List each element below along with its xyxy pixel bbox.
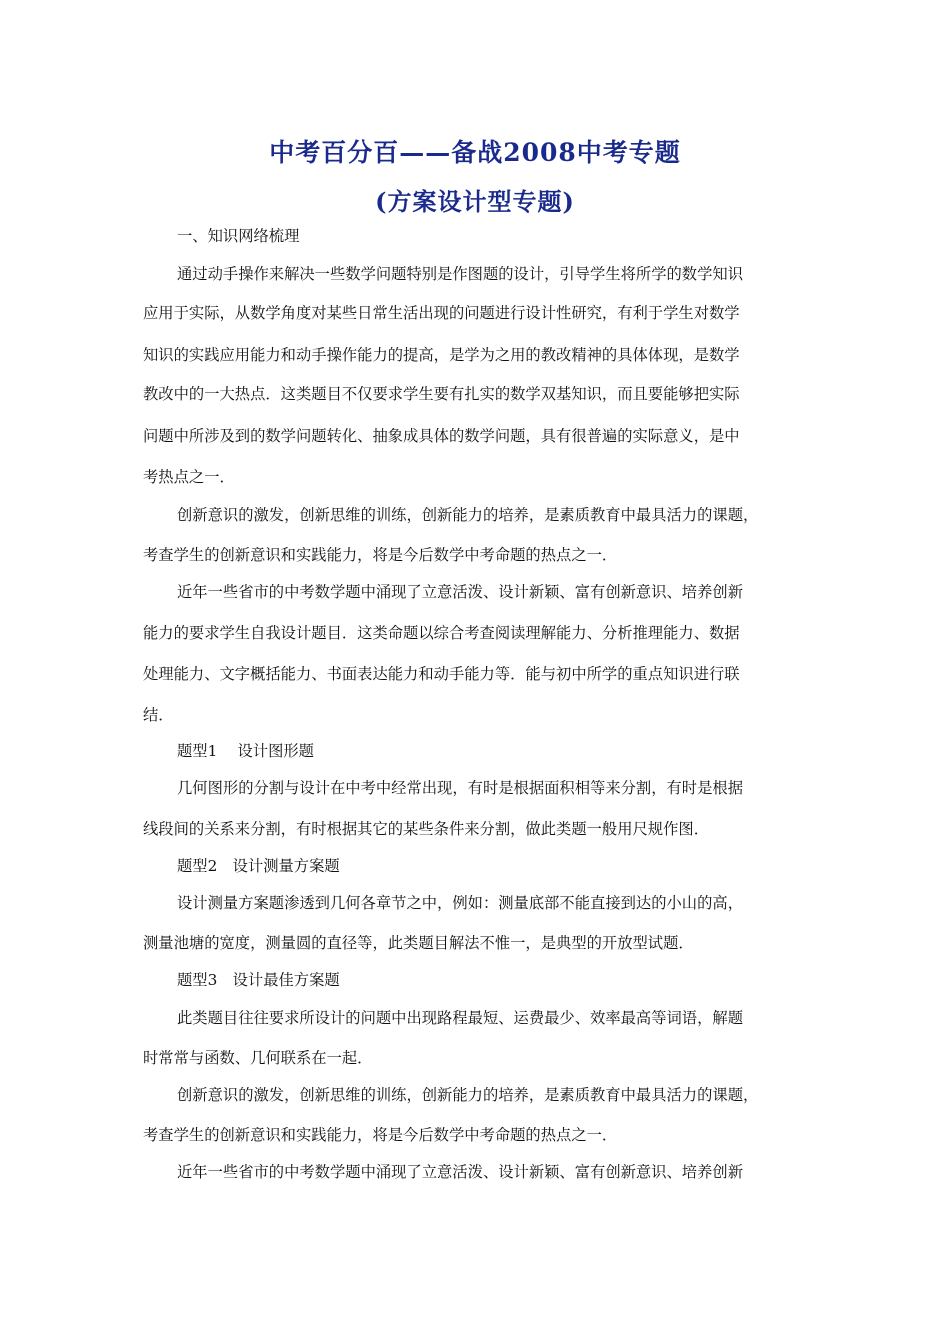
paragraph-line: 应用于实际，从数学角度对某些日常生活出现的问题进行设计性研究，有利于学生对数学 (143, 304, 740, 322)
paragraph-line: 教改中的一大热点．这类题目不仅要求学生要有扎实的数学双基知识，而且要能够把实际 (143, 385, 740, 403)
paragraph-line: 此类题目往往要求所设计的问题中出现路程最短、运费最少、效率最高等词语，解题 (177, 1009, 743, 1027)
paragraph-line: 问题中所涉及到的数学问题转化、抽象成具体的数学问题，具有很普遍的实际意义，是中 (143, 427, 740, 445)
document-subtitle: (方案设计型专题) (375, 187, 575, 216)
document-title: 中考百分百——备战2008中考专题 (269, 138, 681, 167)
paragraph-line: 通过动手操作来解决一些数学问题特别是作图题的设计，引导学生将所学的数学知识 (177, 265, 743, 283)
paragraph-line: 近年一些省市的中考数学题中涌现了立意活泼、设计新颖、富有创新意识、培养创新 (177, 1163, 743, 1181)
paragraph-line: 近年一些省市的中考数学题中涌现了立意活泼、设计新颖、富有创新意识、培养创新 (177, 583, 743, 601)
paragraph-line: 几何图形的分割与设计在中考中经常出现，有时是根据面积相等来分割，有时是根据 (177, 779, 743, 797)
paragraph-line: 测量池塘的宽度，测量圆的直径等，此类题目解法不惟一，是典型的开放型试题． (143, 934, 694, 952)
paragraph-line: 一、知识网络梳理 (177, 227, 300, 245)
paragraph-line: 线段间的关系来分割，有时根据其它的某些条件来分割，做此类题一般用尺规作图． (143, 820, 709, 838)
paragraph-line: 处理能力、文字概括能力、书面表达能力和动手能力等．能与初中所学的重点知识进行联 (143, 665, 740, 683)
paragraph-line: 考查学生的创新意识和实践能力，将是今后数学中考命题的热点之一． (143, 546, 618, 564)
paragraph-line: 题型1 设计图形题 (177, 742, 314, 760)
paragraph-line: 创新意识的激发，创新思维的训练，创新能力的培养，是素质教育中最具活力的课题， (177, 506, 759, 524)
paragraph-line: 设计测量方案题渗透到几何各章节之中，例如：测量底部不能直接到达的小山的高， (177, 894, 743, 912)
paragraph-line: 考热点之一． (143, 468, 235, 486)
paragraph-line: 能力的要求学生自我设计题目．这类命题以综合考查阅读理解能力、分析推理能力、数据 (143, 624, 740, 642)
paragraph-line: 题型3 设计最佳方案题 (177, 971, 340, 989)
paragraph-line: 知识的实践应用能力和动手操作能力的提高，是学为之用的教改精神的具体体现，是数学 (143, 346, 740, 364)
paragraph-line: 创新意识的激发，创新思维的训练，创新能力的培养，是素质教育中最具活力的课题， (177, 1086, 759, 1104)
paragraph-line: 时常常与函数、几何联系在一起． (143, 1049, 373, 1067)
paragraph-line: 题型2 设计测量方案题 (177, 857, 340, 875)
paragraph-line: 结． (143, 706, 174, 724)
paragraph-line: 考查学生的创新意识和实践能力，将是今后数学中考命题的热点之一． (143, 1126, 618, 1144)
